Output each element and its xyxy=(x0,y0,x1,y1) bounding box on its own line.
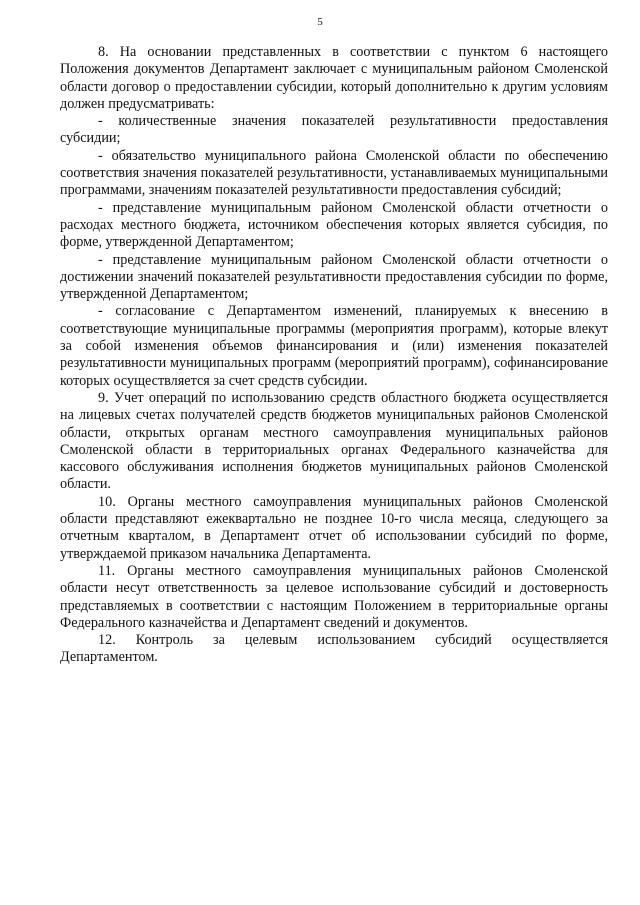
list-item-change-approval: - согласование с Департаментом изменений, планируемых к внесению в соответствующие муниципальные программы (мероприятия программ), которые влекут за собой изменения объемов финансирования и (или) изменения показателей результативности муниципальных программ (мероприятий программ), софинансирование которых осуществляется за счет средств субсидии. xyxy=(60,303,608,389)
list-item-results-reporting: - представление муниципальным районом Смоленской области отчетности о достижении значений показателей результативности предоставления субсидии по форме, утвержденной Департаментом; xyxy=(60,251,608,303)
paragraph-12: 12. Контроль за целевым использованием субсидий осуществляется Департаментом. xyxy=(60,632,608,666)
paragraph-10: 10. Органы местного самоуправления муниципальных районов Смоленской области представляют ежеквартально не позднее 10-го числа месяца, следующего за отчетным кварталом, в Департамент отчет об использовании субсидий по форме, утверждаемой приказом начальника Департамента. xyxy=(60,493,608,562)
document-body xyxy=(60,44,608,667)
paragraph-9: 9. Учет операций по использованию средств областного бюджета осуществляется на лицевых счетах получателей средств бюджетов муниципальных районов Смоленской области, открытых органам местного самоуправления муниципальных районов Смоленской области в территориальных органах Федерального казначейства для кассового обслуживания исполнения бюджетов муниципальных районов Смоленской области. xyxy=(60,389,608,493)
list-item-obligation: - обязательство муниципального района Смоленской области по обеспечению соответствия значения показателей результативности, устанавливаемых муниципальными программами, значениям показателей результативности предоставления субсидий; xyxy=(60,147,608,199)
list-item-expense-reporting: - представление муниципальным районом Смоленской области отчетности о расходах местного бюджета, источником обеспечения которых является субсидия, по форме, утвержденной Департаментом; xyxy=(60,199,608,251)
paragraph-11: 11. Органы местного самоуправления муниципальных районов Смоленской области несут ответственность за целевое использование субсидий и достоверность представляемых в соответствии с настоящим Положением в территориальные органы Федерального казначейства и Департамент сведений и документов. xyxy=(60,562,608,631)
paragraph-8: 8. На основании представленных в соответствии с пунктом 6 настоящего Положения документов Департамент заключает с муниципальным районом Смоленской области договор о предоставлении субсидии, который дополнительно к другим условиям должен предусматривать: xyxy=(60,44,608,112)
page-number: 5 xyxy=(317,16,323,28)
list-item-result-values: - количественные значения показателей результативности предоставления субсидии; xyxy=(60,113,608,147)
